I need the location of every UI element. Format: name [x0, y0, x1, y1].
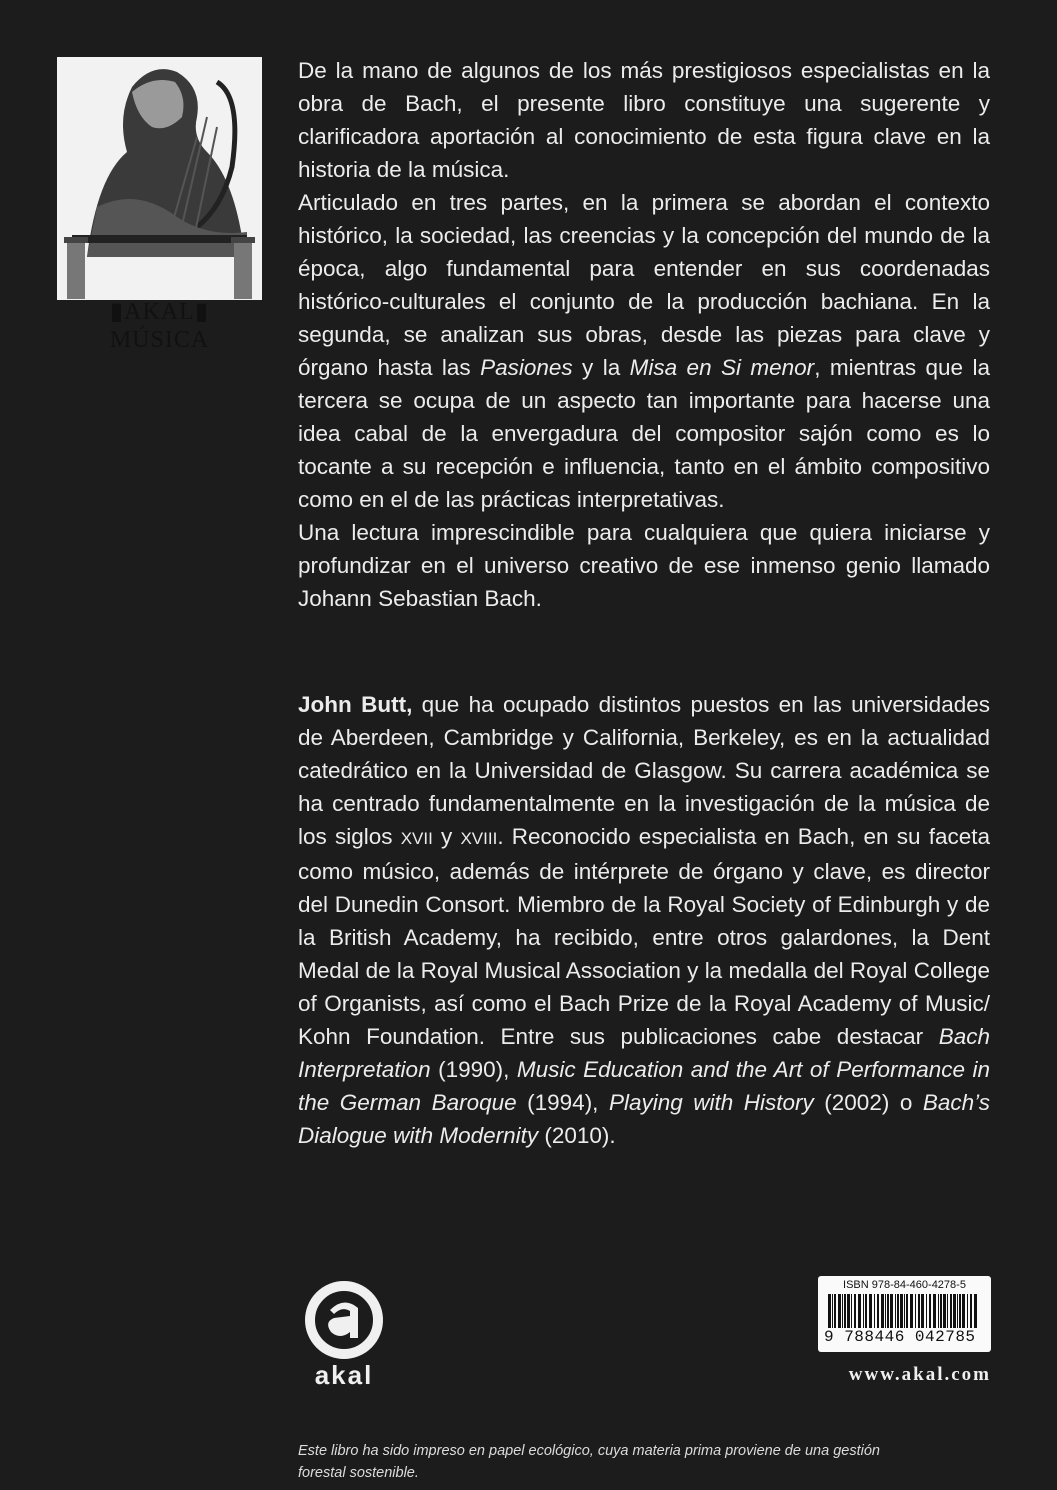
eco-footnote: Este libro ha sido impreso en papel ecológico, cuya materia prima proviene de una gestión forestal sostenible.	[298, 1443, 880, 1481]
akal-logo-text: akal	[314, 1360, 374, 1390]
synopsis-paragraph-2: Articulado en tres partes, en la primera se abordan el contexto histórico, la sociedad, las creencias y la concepción del mundo de la época, algo fundamental para entender en sus coordenadas histórico-culturales el conjunto de la producción bachiana. En la segunda, se analizan sus obras, desde las piezas para clave y órgano hasta las Pasiones y la Misa en Si menor, mientras que la tercera se ocupa de un aspecto tan importante para hacerse una idea cabal de la envergadura del compositor sajón como es lo tocante a su recepción e influencia, tanto en el ámbito compositivo como en el de las prácticas interpretativas.	[298, 190, 990, 512]
akal-logo	[298, 1280, 398, 1390]
author-name: John Butt,	[298, 692, 413, 717]
isbn-label: ISBN 978-84-460-4278-5	[843, 1279, 966, 1291]
author-bio-paragraph: John Butt, que ha ocupado distintos puestos en las universidades de Aberdeen, Cambridge y California, Berkeley, es en la actualidad catedrático en la Universidad de Glasgow. Su carrera académica se ha centrado fundamentalmente en la investigación de la música de los siglos XVII y XVIII. Reconocido especialista en Bach, en su faceta como músico, además de intérprete de órgano y clave, es director del Dunedin Consort. Miembro de la Royal Society of Edinburgh y de la British Academy, ha recibido, entre otros galardones, la Dent Medal de la Royal Musical Association y la medalla del Royal College of Organists, así como el Bach Prize de la Royal Academy of Music/ Kohn Foundation. Entre sus publicaciones cabe destacar Bach Interpretation (1990), Music Education and the Art of Performance in the German Baroque (1994), Playing with History (2002) o Bach’s Dialogue with Modernity (2010).	[298, 692, 991, 1148]
statue-illustration	[57, 57, 262, 300]
akal-logo-icon	[298, 1280, 398, 1390]
barcode-bars	[828, 1294, 981, 1328]
synopsis-paragraph-1: De la mano de algunos de los más prestigiosos especialistas en la obra de Bach, el presente libro constituye una sugerente y clarificadora aportación al conocimiento de esta figura clave en la historia de la música.	[298, 58, 990, 182]
collection-label-musica: MÚSICA	[109, 327, 210, 353]
synopsis-paragraph-3: Una lectura imprescindible para cualquiera que quiera iniciarse y profundizar en el universo creativo de ese inmenso genio llamado Johann Sebastian Bach.	[298, 520, 990, 611]
synopsis	[298, 54, 990, 615]
collection-emblem	[57, 57, 262, 353]
collection-label-akal: ▮AKAL▮	[109, 299, 210, 325]
barcode	[818, 1276, 991, 1352]
publisher-website[interactable]: www.akal.com	[848, 1364, 991, 1385]
author-bio	[298, 688, 990, 1152]
ean-number: 9 788446 042785	[824, 1328, 976, 1346]
